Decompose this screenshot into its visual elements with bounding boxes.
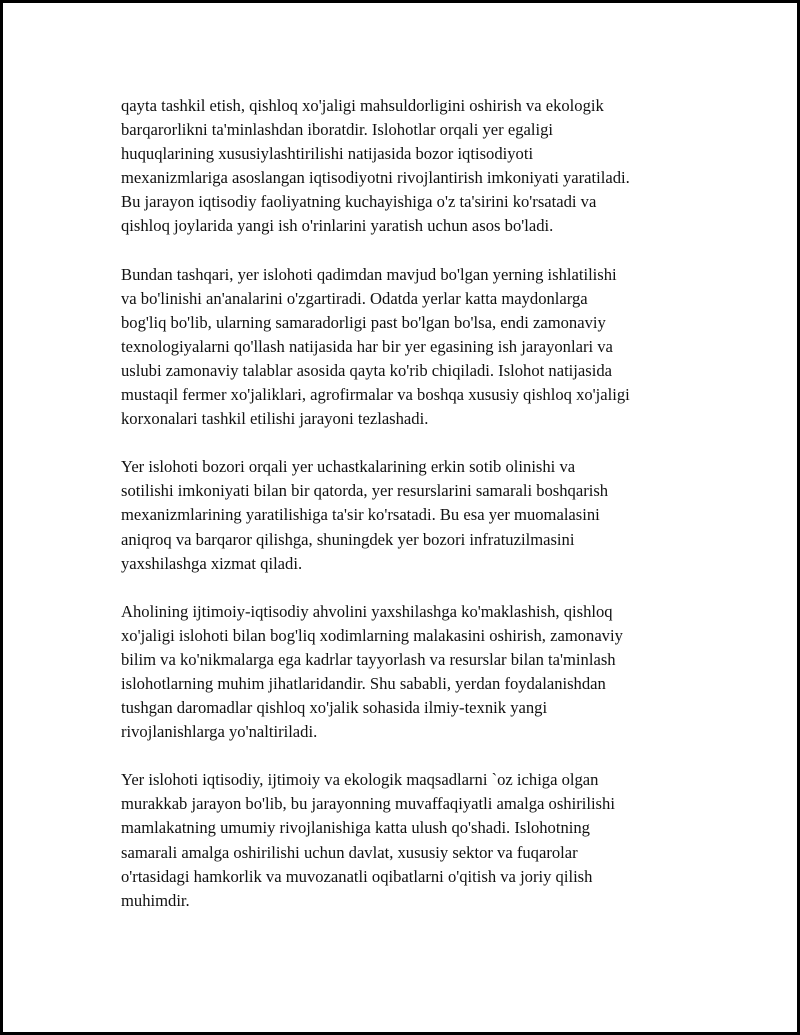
text-line: mexanizmlarining yaratilishiga ta'sir ko'rsatadi. Bu esa yer muomalasini	[121, 505, 600, 525]
text-line: sotilishi imkoniyati bilan bir qatorda, yer resurslarini samarali boshqarish	[121, 481, 609, 501]
text-line: huquqlarining xususiylashtirilishi natijasida bozor iqtisodiyoti	[121, 144, 534, 164]
text-line: tushgan daromadlar qishloq xo'jalik sohasida ilmiy-texnik yangi	[121, 698, 548, 718]
text-line: Bu jarayon iqtisodiy faoliyatning kuchayishiga o'z ta'sirini ko'rsatadi va	[121, 192, 597, 212]
text-line: xo'jaligi islohoti bilan bog'liq xodimlarning malakasini oshirish, zamonaviy	[121, 625, 623, 645]
text-line: mamlakatning umumiy rivojlanishiga katta ulush qo'shadi. Islohotning	[121, 818, 590, 838]
text-line: islohotlarning muhim jihatlaridandir. Shu sababli, yerdan foydalanishdan	[121, 673, 606, 693]
text-line: rivojlanishlarga yo'naltiriladi.	[121, 722, 318, 742]
text-line: korxonalari tashkil etilishi jarayoni tezlashadi.	[121, 409, 429, 429]
text-line: bog'liq bo'lib, ularning samaradorligi past bo'lgan bo'lsa, endi zamonaviy	[121, 312, 606, 332]
text-line: bilim va ko'nikmalarga ega kadrlar tayyorlash va resurslar bilan ta'minlash	[121, 649, 616, 669]
text-line: qayta tashkil etish, qishloq xo'jaligi mahsuldorligini oshirish va ekologik	[121, 96, 604, 115]
text-line: muhimdir.	[121, 890, 190, 910]
text-line: Yer islohoti bozori orqali yer uchastkalarining erkin sotib olinishi va	[121, 457, 576, 477]
text-line: mexanizmlariga asoslangan iqtisodiyotni rivojlantirish imkoniyati yaratiladi.	[121, 168, 630, 188]
text-line: uslubi zamonaviy talablar asosida qayta ko'rib chiqiladi. Islohot natijasida	[121, 360, 612, 380]
document-body	[121, 94, 691, 937]
paragraph	[121, 263, 691, 432]
paragraph	[121, 768, 691, 913]
text-line: murakkab jarayon bo'lib, bu jarayonning muvaffaqiyatli amalga oshirilishi	[121, 794, 615, 814]
paragraph	[121, 600, 691, 745]
text-line: barqarorlikni ta'minlashdan iboratdir. Islohotlar orqali yer egaligi	[121, 120, 553, 140]
text-line: yaxshilashga xizmat qiladi.	[121, 553, 303, 573]
text-line: Aholining ijtimoiy-iqtisodiy ahvolini yaxshilashga ko'maklashish, qishloq	[121, 601, 613, 621]
paragraph	[121, 455, 691, 575]
text-line: Bundan tashqari, yer islohoti qadimdan mavjud bo'lgan yerning ishlatilishi	[121, 264, 617, 284]
text-line: o'rtasidagi hamkorlik va muvozanatli oqibatlarni o'qitish va joriy qilish	[121, 866, 593, 886]
paragraph	[121, 94, 691, 239]
text-line: aniqroq va barqaror qilishga, shuningdek yer bozori infratuzilmasini	[121, 529, 575, 549]
text-line: texnologiyalarni qo'llash natijasida har bir yer egasining ish jarayonlari va	[121, 336, 613, 356]
text-line: samarali amalga oshirilishi uchun davlat, xususiy sektor va fuqarolar	[121, 842, 578, 862]
text-line: Yer islohoti iqtisodiy, ijtimoiy va ekologik maqsadlarni `oz ichiga olgan	[121, 770, 599, 790]
text-line: qishloq joylarida yangi ish o'rinlarini yaratish uchun asos bo'ladi.	[121, 216, 554, 236]
text-line: mustaqil fermer xo'jaliklari, agrofirmalar va boshqa xususiy qishloq xo'jaligi	[121, 385, 630, 405]
text-line: va bo'linishi an'analarini o'zgartiradi. Odatda yerlar katta maydonlarga	[121, 288, 588, 308]
